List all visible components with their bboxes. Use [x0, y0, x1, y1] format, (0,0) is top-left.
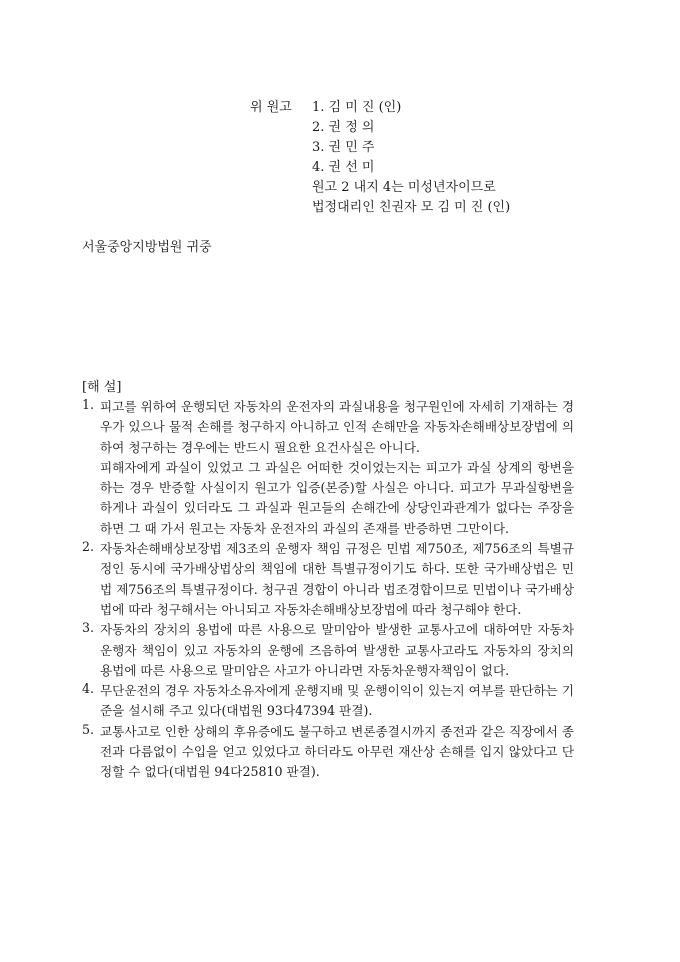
court-name: 서울중앙지방법원 귀중	[82, 240, 212, 255]
plaintiff-3: 3. 권 민 주	[312, 140, 375, 155]
item-number: 3.	[82, 620, 95, 636]
plaintiff-1: 1. 김 미 진 (인)	[312, 100, 402, 115]
item-number: 1.	[82, 397, 95, 412]
legal-representative: 법정대리인 친권자 모 김 미 진 (인)	[312, 200, 511, 215]
commentary-list	[82, 397, 574, 783]
item-paragraph: 자동차손해배상보장법 제3조의 운행자 책임 규정은 민법 제750조, 제756조의 특별규정인 동시에 국가배상법상의 책임에 대한 특별규정이기도 하다. 또한 국가배상법은 민법 제756조의 특별규정이다. 청구권 경합이 아니라 법조경합이므로 민법이나 국가배상법에 따라 청구해서는 아니되고 자동차손해배상보장법에 따라 청구해야 한다.	[100, 541, 574, 617]
item-paragraph: 교통사고로 인한 상해의 후유증에도 불구하고 변론종결시까지 종전과 같은 직장에서 종전과 다름없이 수입을 얻고 있었다고 하더라도 아무런 재산상 손해를 입지 않았다고 단정할 수 없다(대법원 94다25810 판결).	[100, 723, 574, 780]
item-number: 4.	[82, 681, 95, 697]
item-number: 2.	[82, 539, 95, 555]
commentary-item-2	[82, 539, 574, 620]
item-paragraph: 무단운전의 경우 자동차소유자에게 운행지배 및 운행이익이 있는지 여부를 판단하는 기준을 설시해 주고 있다(대법원 93다47394 판결).	[100, 683, 574, 719]
minor-note: 원고 2 내지 4는 미성년자이므로	[312, 180, 496, 195]
item-paragraph: 자동차의 장치의 용법에 따른 사용으로 말미암아 발생한 교통사고에 대하여만 자동차 운행자 책임이 있고 자동차의 운행에 즈음하여 발생한 교통사고라도 자동차의 장치의 용법에 따른 사용으로 말미암은 사고가 아니라면 자동차운행자책임이 없다.	[100, 622, 574, 678]
item-number: 5.	[82, 721, 95, 737]
commentary-item-3	[82, 620, 574, 681]
item-paragraph: 피해자에게 과실이 있었고 그 과실은 어떠한 것이었는지는 피고가 과실 상계의 항변을 하는 경우 반증할 사실이지 원고가 입증(본증)할 사실은 아니다. 피고가 무과실항변을 하게나 과실이 있더라도 그 과실과 원고들의 손해간에 상당인과관계가 없다는 주장을 하면 그 때 가서 원고는 자동차 운전자의 과실의 존재를 반증하면 그만이다.	[100, 459, 574, 536]
commentary-item-4	[82, 681, 574, 722]
plaintiff-2: 2. 권 정 의	[312, 120, 375, 135]
item-paragraph: 피고를 위하여 운행되던 자동차의 운전자의 과실내용을 청구원인에 자세히 기재하는 경우가 있으나 물적 손해를 청구하지 아니하고 인적 손해만을 자동차손해배상보장법에 의하여 청구하는 경우에는 반드시 필요한 요건사실은 아니다.	[100, 399, 574, 455]
commentary-item-1	[82, 397, 574, 539]
commentary-heading: [해 설]	[82, 380, 122, 395]
commentary-item-5	[82, 722, 574, 783]
plaintiff-4: 4. 권 선 미	[312, 160, 375, 175]
signature-label: 위 원고	[250, 100, 292, 115]
